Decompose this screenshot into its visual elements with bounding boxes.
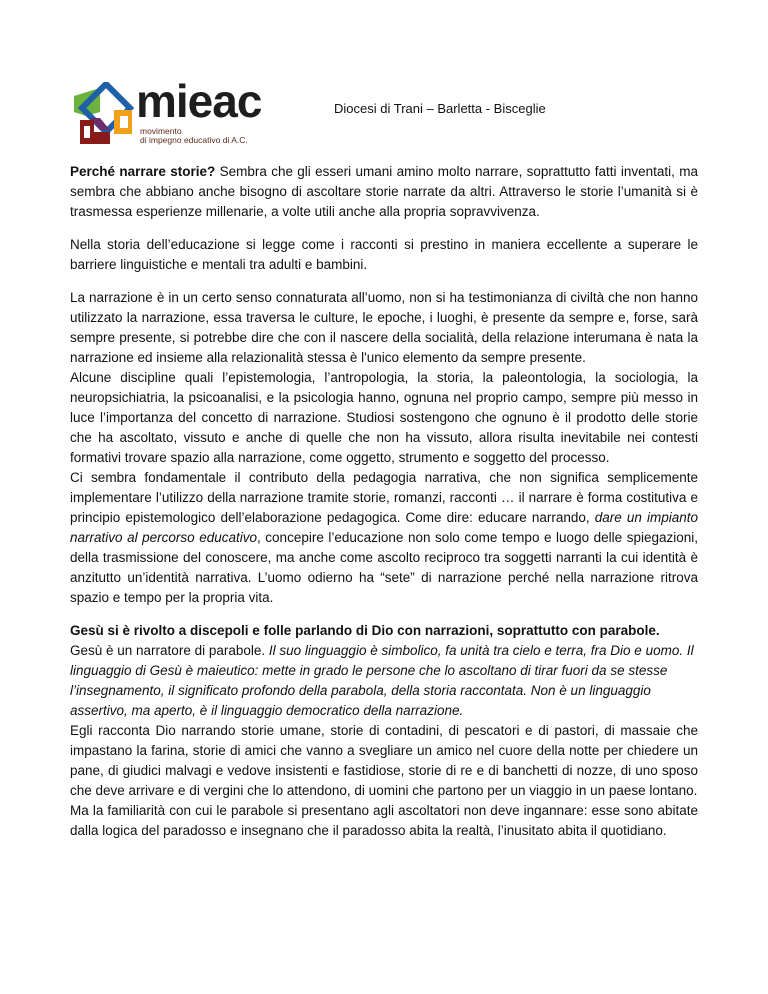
logo-mark-icon xyxy=(70,82,142,152)
paragraph-7-italic: Il suo linguaggio è simbolico, fa unità tra cielo e terra, fra Dio e uomo. Il linguaggio di Gesù è maieutico: mette in grado le persone che lo ascoltano di tirar fuori da se stesse l’insegnamento, il significato profondo della parabola, della storia raccontata. Non è un linguaggio assertivo, ma aperto, è il linguaggio democratico della narrazione. xyxy=(70,643,694,718)
paragraph-5 xyxy=(70,468,698,608)
logo-wordmark: mieac xyxy=(136,75,262,127)
paragraph-5-text-a: Ci sembra fondamentale il contributo della pedagogia narrativa, che non significa semplicemente implementare l’utilizzo della narrazione tramite storie, romanzi, racconti … il narrare è forma costitutiva e principio epistemologico dell’elaborazione pedagogica. Come dire: educare narrando, xyxy=(70,470,698,525)
paragraph-4: Alcune discipline quali l’epistemologia, l’antropologia, la storia, la paleontologia, la sociologia, la neuropsichiatria, la psicoanalisi, e la psicologia hanno, ognuna nel proprio campo, sempre più messo in luce l’importanza del concetto di narrazione. Studiosi sostengono che ognuno è il prodotto delle storie che ha ascoltato, vissuto e anche di quelle che non ha vissuto, allora risulta inevitabile nei contesti formativi trovare spazio alla narrazione, come oggetto, strumento e soggetto del processo. xyxy=(70,370,698,465)
paragraph-8: Egli racconta Dio narrando storie umane, storie di contadini, di pescatori e di pastori, di massaie che impastano la farina, storie di amici che vanno a svegliare un amico nel cuore della notte per chiedere un pane, di giudici malvagi e vedove insistenti e fastidiose, storie di re e di banchetti di nozze, di uno sposo che deve arrivare e di vergini che lo attendono, di uomini che partono per un viaggio in un paese lontano. xyxy=(70,723,698,798)
paragraph-9: Ma la familiarità con cui le parabole si presentano agli ascoltatori non deve ingannare: esse sono abitate dalla logica del paradosso e insegnano che il paradosso abita la realtà, l’inusitato abita il quotidiano. xyxy=(70,803,698,838)
logo-subtitle-line1: movimento xyxy=(140,126,182,136)
mieac-logo xyxy=(70,75,270,152)
paragraph-2: Nella storia dell’educazione si legge come i racconti si prestino in maniera eccellente a superare le barriere linguistiche e mentali tra adulti e bambini. xyxy=(70,237,698,272)
paragraph-7 xyxy=(70,641,698,721)
paragraph-1 xyxy=(70,162,698,222)
paragraph-1-lead: Perché narrare storie? xyxy=(70,164,216,179)
diocese-title: Diocesi di Trani – Barletta - Bisceglie xyxy=(334,101,546,116)
paragraph-1-text: Sembra che gli esseri umani amino molto narrare, soprattutto fatti inventati, ma sembra che abbiano anche bisogno di ascoltare storie narrate da altri. Attraverso le storie l’umanità si è trasmessa esperienze millenarie, a volte utili anche alla propria sopravvivenza. xyxy=(70,164,698,219)
paragraph-5-text-b: , concepire l’educazione non solo come tempo e luogo delle spiegazioni, della trasmissione del conoscere, ma anche come ascolto reciproco tra soggetti narranti la cui identità è anzitutto un’identità narrativa. L’uomo odierno ha “sete” di narrazione perché nella narrazione ritrova spazio e tempo per la propria vita. xyxy=(70,530,698,605)
paragraph-5-italic: dare un impianto narrativo al percorso educativo xyxy=(70,510,698,545)
document-body xyxy=(70,162,698,841)
paragraph-3: La narrazione è in un certo senso connaturata all’uomo, non si ha testimonianza di civiltà che non hanno utilizzato la narrazione, essa traversa le culture, le epoche, i luoghi, è presente da sempre e, forse, sarà sempre presente, si potrebbe dire che con il nascere della socialità, della relazione interumana è nata la narrazione ed insieme alla relazionalità stessa è l'unico elemento da sempre presente. xyxy=(70,290,698,365)
logo-subtitle-line2: di impegno educativo di A.C. xyxy=(140,135,248,145)
section-heading-parables: Gesù si è rivolto a discepoli e folle parlando di Dio con narrazioni, soprattutto con parabole. xyxy=(70,623,660,638)
paragraph-7-text: Gesù è un narratore di parabole. xyxy=(70,643,269,658)
